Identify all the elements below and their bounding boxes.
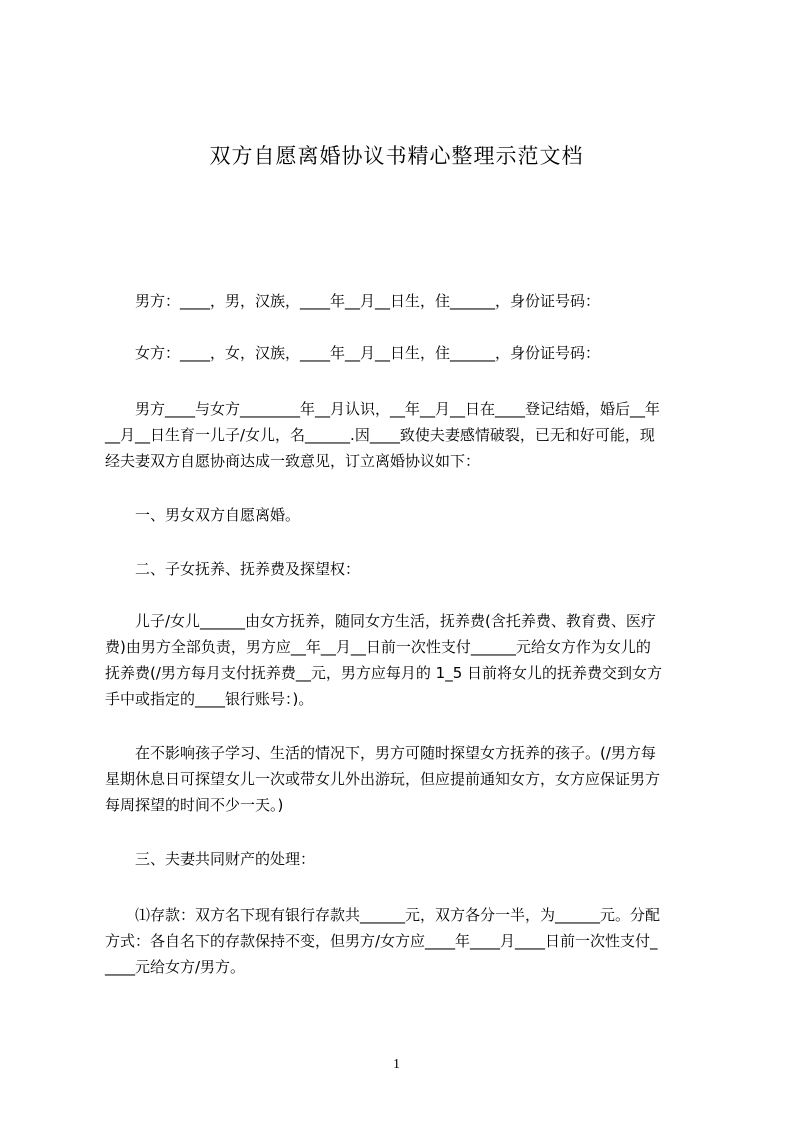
text-line: 儿子/女儿______由女方抚养，随同女方生活，抚养费(含托养费、教育费、医疗 bbox=[135, 612, 656, 630]
document-title: 双方自愿离婚协议书精心整理示范文档 bbox=[209, 144, 584, 168]
paragraph-savings bbox=[105, 902, 705, 980]
text-line: 费)由男方全部负责，男方应__年__月__日前一次性支付______元给女方作为女儿的 bbox=[105, 638, 651, 656]
page-number: 1 bbox=[393, 1057, 400, 1072]
text-line: 抚养费(/男方每月支付抚养费__元，男方应每月的 1_5 日前将女儿的抚养费交到女方 bbox=[105, 664, 663, 682]
clause-three-heading bbox=[105, 846, 705, 872]
text-line: 经夫妻双方自愿协商达成一致意见，订立离婚协议如下： bbox=[105, 452, 481, 470]
text-line: 二、子女抚养、抚养费及探望权： bbox=[135, 560, 361, 578]
clause-two-heading bbox=[105, 556, 705, 582]
paragraph-female-party bbox=[105, 340, 705, 366]
text-line: 一、男女双方自愿离婚。 bbox=[135, 506, 301, 524]
text-line: 男方____与女方________年__月认识，__年__月__日在____登记结婚，婚后__年 bbox=[135, 400, 661, 418]
paragraph-male-party bbox=[105, 288, 705, 314]
text-line: 男方：____，男，汉族，____年__月__日生，住______，身份证号码： bbox=[135, 292, 601, 310]
paragraph-marriage-background bbox=[105, 396, 705, 474]
text-line: 在不影响孩子学习、生活的情况下，男方可随时探望女方抚养的孩子。(/男方每 bbox=[135, 744, 656, 762]
text-line: 方式：各自名下的存款保持不变，但男方/女方应____年____月____日前一次性支付_ bbox=[105, 932, 658, 950]
text-line: 星期休息日可探望女儿一次或带女儿外出游玩，但应提前通知女方，女方应保证男方 bbox=[105, 770, 661, 788]
paragraph-child-custody bbox=[105, 608, 705, 712]
text-line: ⑴存款：双方名下现有银行存款共______元，双方各分一半，为______元。分配 bbox=[135, 906, 661, 924]
paragraph-visitation bbox=[105, 740, 705, 818]
text-line: ____元给女方/男方。 bbox=[105, 958, 246, 976]
text-line: 手中或指定的____银行账号：)。 bbox=[105, 690, 314, 708]
text-line: 女方：____，女，汉族，____年__月__日生，住______，身份证号码： bbox=[135, 344, 601, 362]
clause-one-heading bbox=[105, 502, 705, 528]
text-line: __月__日生育一儿子/女儿，名______.因____致使夫妻感情破裂，已无和好可能，现 bbox=[105, 426, 655, 444]
text-line: 每周探望的时间不少一天。) bbox=[105, 796, 284, 814]
text-line: 三、夫妻共同财产的处理： bbox=[135, 850, 316, 868]
